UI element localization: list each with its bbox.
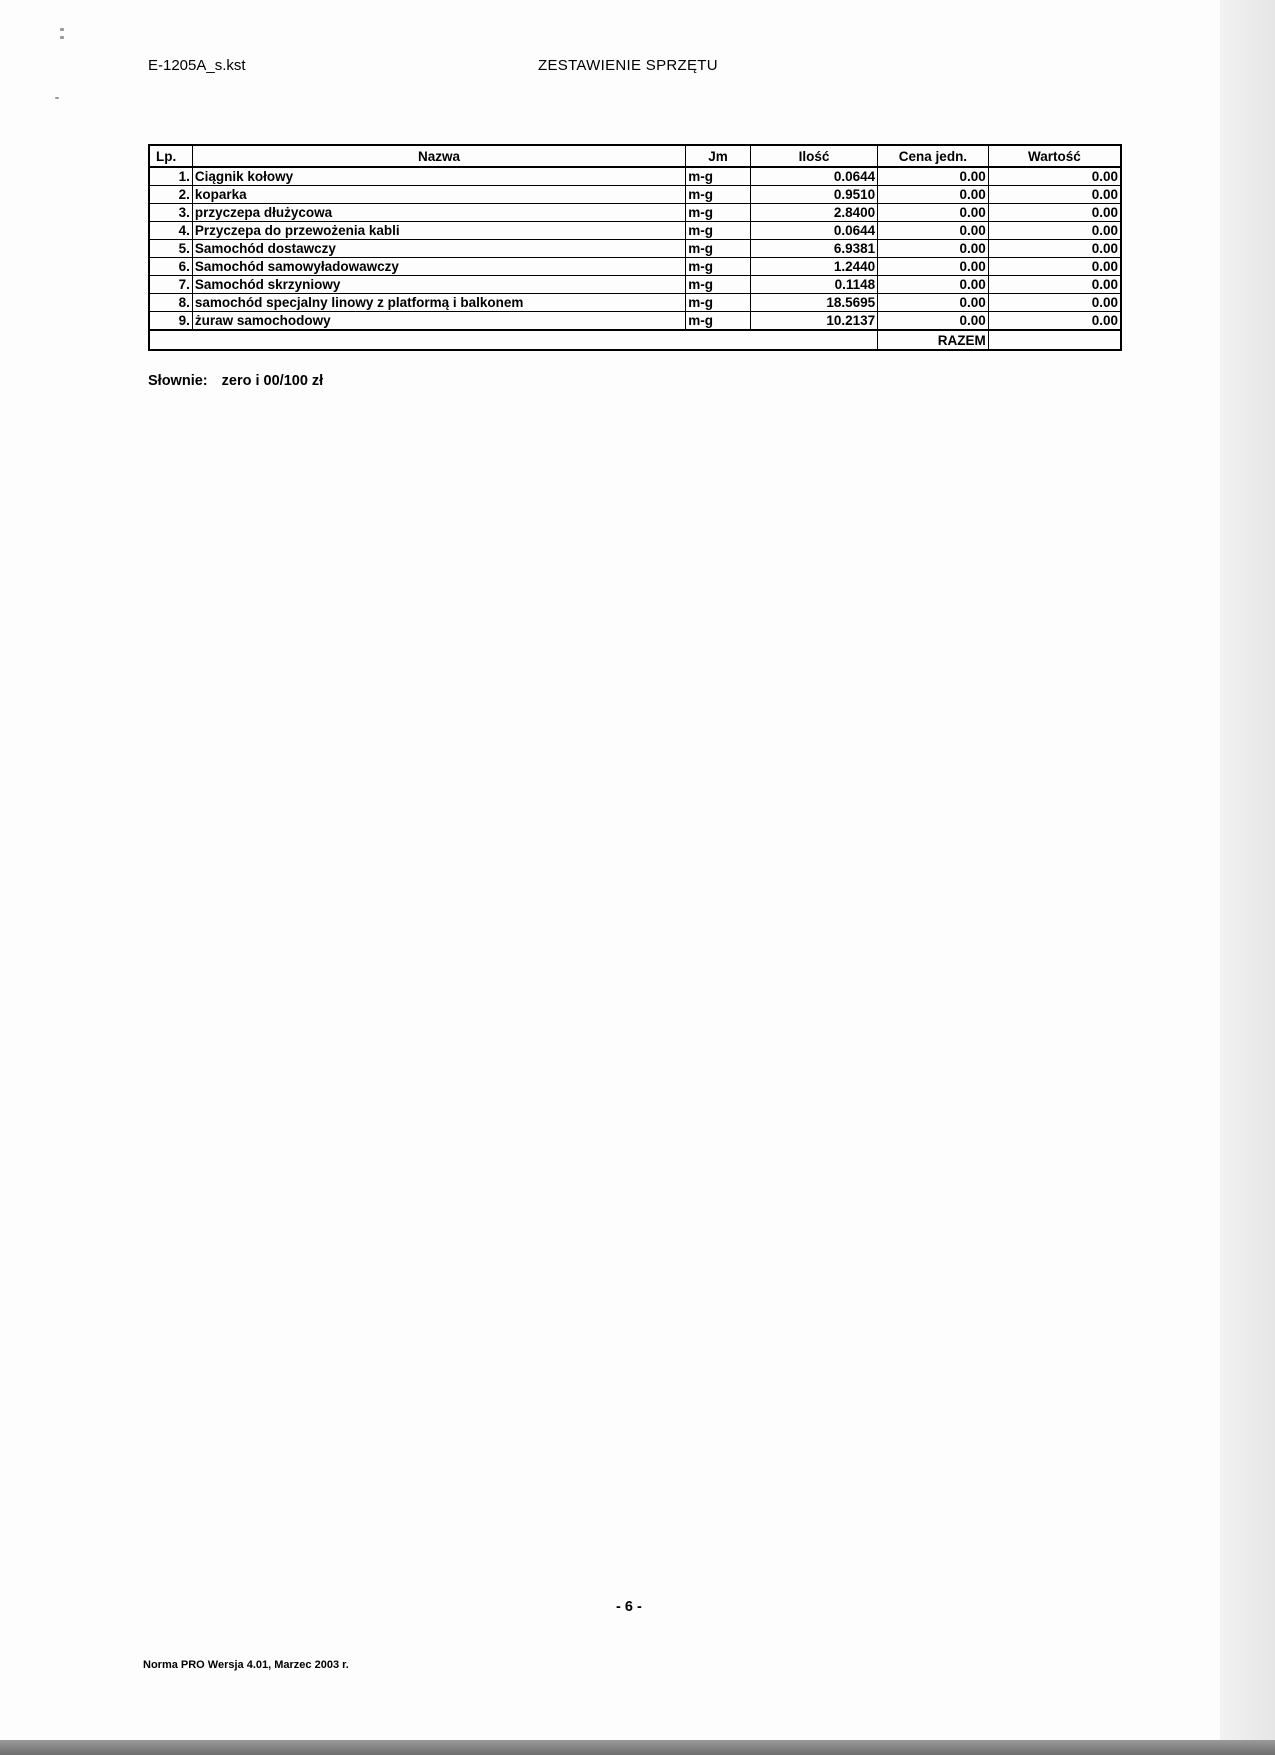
value: 0.00 (988, 222, 1121, 240)
quantity: 0.0644 (750, 222, 877, 240)
amount-in-words (148, 373, 323, 389)
value: 0.00 (988, 204, 1121, 222)
amount-in-words-label: Słownie: (148, 373, 208, 389)
total-value (988, 330, 1121, 350)
value: 0.00 (988, 312, 1121, 331)
unit: m-g (686, 312, 751, 331)
table-row (149, 312, 1121, 331)
quantity: 18.5695 (750, 294, 877, 312)
column-header-unit-price: Cena jedn. (878, 145, 989, 167)
quantity: 0.1148 (750, 276, 877, 294)
total-label: RAZEM (878, 330, 989, 350)
quantity: 10.2137 (750, 312, 877, 331)
unit-price: 0.00 (878, 240, 989, 258)
unit-price: 0.00 (878, 294, 989, 312)
equipment-name: Samochód skrzyniowy (192, 276, 685, 294)
table-row (149, 204, 1121, 222)
quantity: 2.8400 (750, 204, 877, 222)
row-number: 4. (149, 222, 192, 240)
equipment-name: przyczepa dłużycowa (192, 204, 685, 222)
quantity: 0.9510 (750, 186, 877, 204)
unit: m-g (686, 186, 751, 204)
value: 0.00 (988, 294, 1121, 312)
row-number: 7. (149, 276, 192, 294)
unit-price: 0.00 (878, 204, 989, 222)
row-number: 2. (149, 186, 192, 204)
scan-edge-right (1220, 0, 1275, 1755)
value: 0.00 (988, 276, 1121, 294)
unit-price: 0.00 (878, 276, 989, 294)
scan-speck (60, 28, 64, 31)
quantity: 6.9381 (750, 240, 877, 258)
value: 0.00 (988, 186, 1121, 204)
unit: m-g (686, 204, 751, 222)
table-row (149, 258, 1121, 276)
column-header-value: Wartość (988, 145, 1121, 167)
value: 0.00 (988, 167, 1121, 186)
document-filename: E-1205A_s.kst (148, 57, 246, 74)
equipment-name: Ciągnik kołowy (192, 167, 685, 186)
amount-in-words-value: zero i 00/100 zł (221, 373, 324, 389)
unit: m-g (686, 294, 751, 312)
table-row (149, 240, 1121, 258)
row-number: 3. (149, 204, 192, 222)
unit: m-g (686, 276, 751, 294)
unit: m-g (686, 240, 751, 258)
unit-price: 0.00 (878, 312, 989, 331)
value: 0.00 (988, 258, 1121, 276)
footer-note: Norma PRO Wersja 4.01, Marzec 2003 r. (143, 1659, 349, 1671)
unit-price: 0.00 (878, 186, 989, 204)
table-row (149, 294, 1121, 312)
scan-speck (60, 36, 64, 39)
scan-edge-bottom (0, 1740, 1275, 1755)
table-header-row (149, 145, 1121, 167)
equipment-name: żuraw samochodowy (192, 312, 685, 331)
quantity: 1.2440 (750, 258, 877, 276)
unit-price: 0.00 (878, 258, 989, 276)
row-number: 6. (149, 258, 192, 276)
total-spacer (149, 330, 878, 350)
table-row (149, 276, 1121, 294)
unit-price: 0.00 (878, 167, 989, 186)
column-header-quantity: Ilość (750, 145, 877, 167)
unit: m-g (686, 222, 751, 240)
column-header-unit: Jm (686, 145, 751, 167)
row-number: 5. (149, 240, 192, 258)
row-number: 1. (149, 167, 192, 186)
equipment-name: Samochód samowyładowawczy (192, 258, 685, 276)
table-row (149, 186, 1121, 204)
total-row (149, 330, 1121, 350)
equipment-name: samochód specjalny linowy z platformą i balkonem (192, 294, 685, 312)
quantity: 0.0644 (750, 167, 877, 186)
equipment-name: Przyczepa do przewożenia kabli (192, 222, 685, 240)
table-row (149, 167, 1121, 186)
unit: m-g (686, 258, 751, 276)
row-number: 9. (149, 312, 192, 331)
equipment-name: koparka (192, 186, 685, 204)
column-header-name: Nazwa (192, 145, 685, 167)
scan-speck (55, 97, 59, 99)
equipment-table (148, 144, 1122, 351)
equipment-name: Samochód dostawczy (192, 240, 685, 258)
row-number: 8. (149, 294, 192, 312)
table-row (149, 222, 1121, 240)
value: 0.00 (988, 240, 1121, 258)
document-title: ZESTAWIENIE SPRZĘTU (538, 57, 718, 74)
page-number: - 6 - (616, 1599, 642, 1615)
column-header-lp: Lp. (149, 145, 192, 167)
unit-price: 0.00 (878, 222, 989, 240)
unit: m-g (686, 167, 751, 186)
